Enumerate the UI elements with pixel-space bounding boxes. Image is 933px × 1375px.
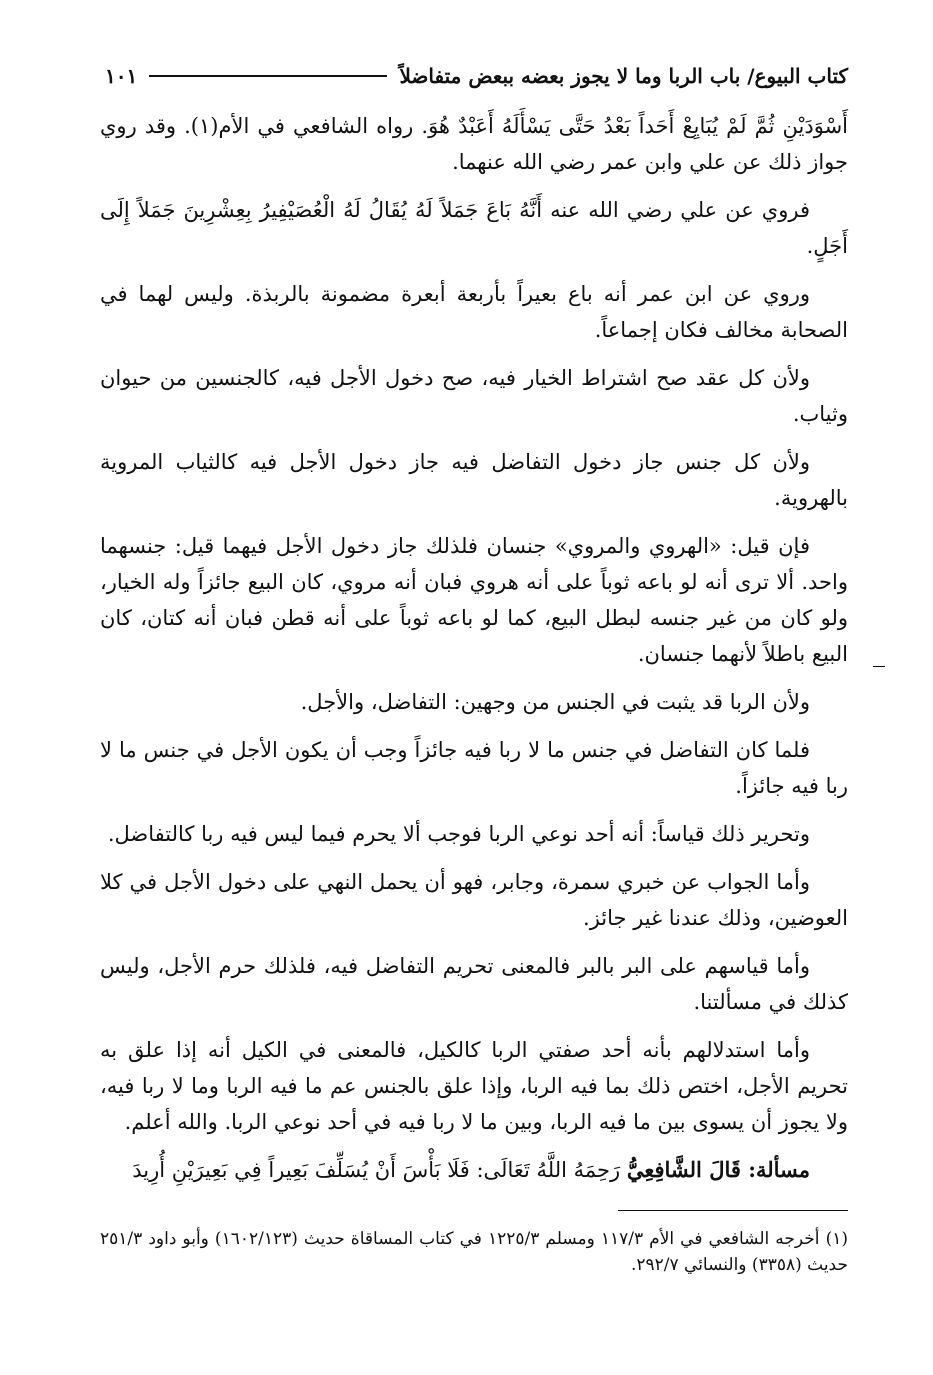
footnote: (١) أخرجه الشافعي في الأم ١١٧/٣ ومسلم ١٢٢٥/٣ في كتاب المساقاة حديث (١٦٠٢/١٢٣) وأبو داود ٢٥١/٣ حديث (٣٣٥٨) والنسائي ٢٩٢/٧. xyxy=(100,1229,848,1275)
paragraph-4: ولأن كل عقد صح اشتراط الخيار فيه، صح دخول الأجل فيه، كالجنسين من حيوان وثياب. xyxy=(100,366,848,426)
paragraph-2: فروي عن علي رضي الله عنه أَنَّهُ بَاعَ جَمَلاً لَهُ يُقَالُ لَهُ الْعُصَيْفِيرُ بِعِشْرِينَ جَمَلاً إِلَى أَجَلٍ. xyxy=(100,198,848,258)
page-number: ١٠١ xyxy=(105,64,138,88)
margin-mark xyxy=(873,666,885,667)
paragraph-9: وتحرير ذلك قياساً: أنه أحد نوعي الربا فوجب ألا يحرم فيما ليس فيه ربا كالتفاضل. xyxy=(107,822,810,846)
running-head-rule xyxy=(149,75,387,77)
masala-paragraph xyxy=(100,1152,848,1188)
paragraph-10: وأما الجواب عن خبري سمرة، وجابر، فهو أن يحمل النهي على دخول الأجل في كلا العوضين، وذلك عندنا غير جائز. xyxy=(100,870,848,930)
running-head xyxy=(105,58,848,94)
paragraph-7: ولأن الربا قد يثبت في الجنس من وجهين: التفاضل، والأجل. xyxy=(300,690,810,714)
paragraph-3: وروي عن ابن عمر أنه باع بعيراً بأربعة أبعرة مضمونة بالربذة. وليس لهما في الصحابة مخالف فكان إجماعاً. xyxy=(100,282,848,342)
paragraph-11: وأما قياسهم على البر بالبر فالمعنى تحريم التفاضل فيه، فلذلك حرم الأجل، وليس كذلك في مسألتنا. xyxy=(100,954,848,1014)
masala-text: رَحِمَهُ اللَّهُ تَعَالَى: فَلَا بَأْسَ أَنْ يُسَلِّفَ بَعِيراً فِي بَعِيرَيْنِ أُرِيدَ xyxy=(132,1158,621,1182)
main-text xyxy=(100,108,848,1200)
footnote-rule xyxy=(618,1210,848,1211)
running-head-title: كتاب البيوع/ باب الربا وما لا يجوز بعضه ببعض متفاضلاً xyxy=(399,64,848,88)
paragraph-1: أَسْوَدَيْنِ ثُمَّ لَمْ يُبَايِعْ أَحَداً بَعْدُ حَتَّى يَسْأَلَهُ أَعَبْدٌ هُوَ. رواه الشافعي في الأم(١). وقد روي جواز ذلك عن علي وابن عمر رضي الله عنهما. xyxy=(100,114,848,174)
paragraph-5: ولأن كل جنس جاز دخول التفاضل فيه جاز دخول الأجل فيه كالثياب المروية بالهروية. xyxy=(100,450,848,510)
masala-label: مسألة: قَالَ الشَّافِعِيُّ xyxy=(626,1157,810,1182)
paragraph-6: فإن قيل: «الهروي والمروي» جنسان فلذلك جاز دخول الأجل فيهما قيل: جنسهما واحد. ألا ترى أنه لو باعه ثوباً على أنه هروي فبان أنه مروي، كان البيع جائزاً وله الخيار، ولو كان من غير جنسه لبطل البيع، كما لو باعه ثوباً على أنه قطن فبان أنه كتان، كان البيع باطلاً لأنهما جنسان. xyxy=(100,534,848,666)
paragraph-8: فلما كان التفاضل في جنس ما لا ربا فيه جائزاً وجب أن يكون الأجل في جنس ما لا ربا فيه جائزاً. xyxy=(100,738,848,798)
paragraph-12: وأما استدلالهم بأنه أحد صفتي الربا كالكيل، فالمعنى في الكيل أنه إذا علق به تحريم الأجل، اختص ذلك بما فيه الربا، وإذا علق بالجنس عم ما فيه الربا وما لا ربا فيه، ولا يجوز أن يسوى بين ما فيه الربا، وبين ما لا ربا فيه في أحد نوعي الربا. والله أعلم. xyxy=(100,1038,848,1134)
